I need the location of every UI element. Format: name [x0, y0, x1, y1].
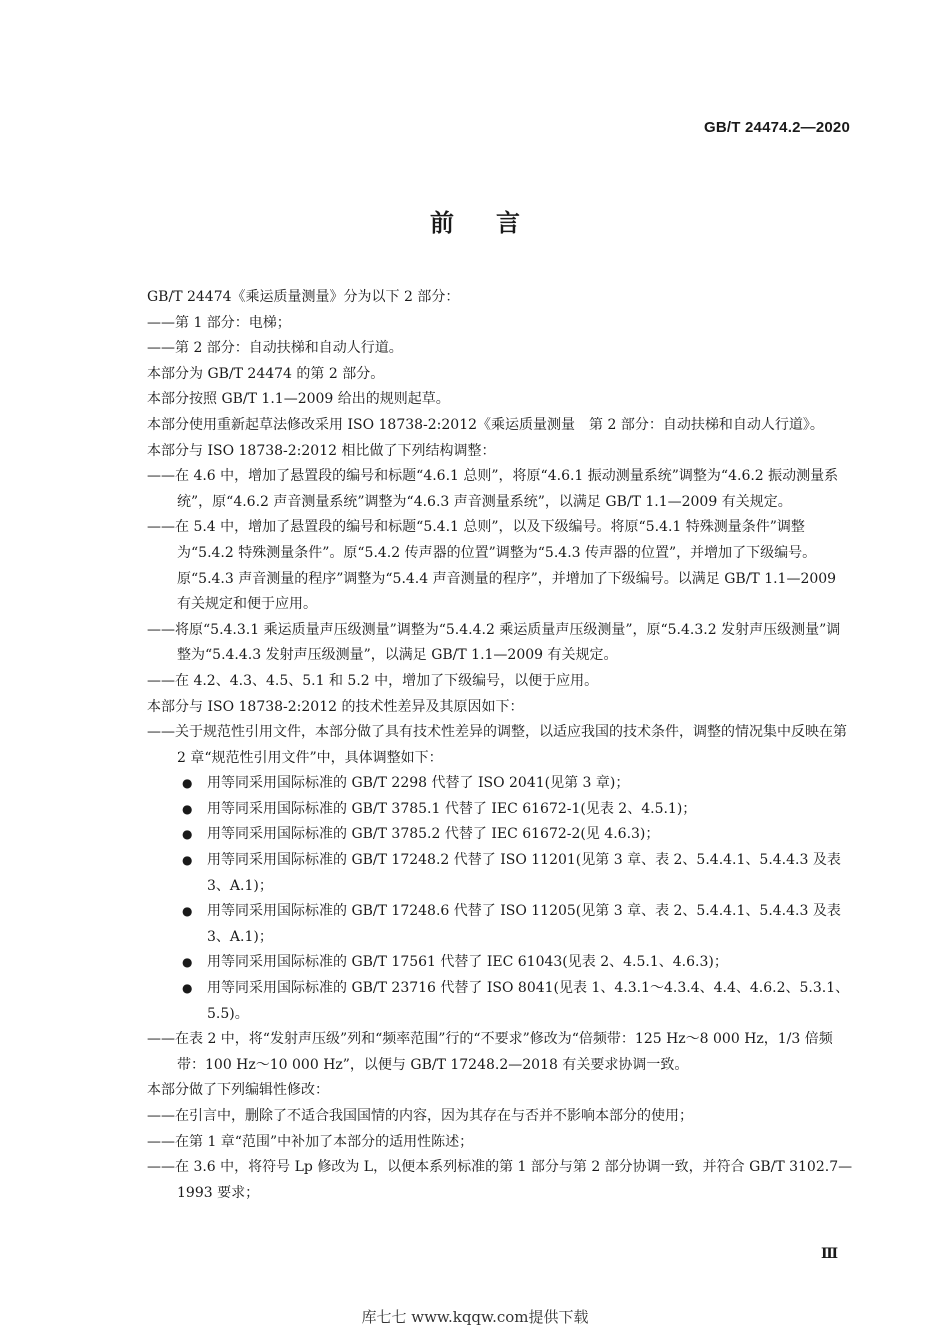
bullet-icon: ● — [182, 801, 193, 816]
dash-item: ——在引言中，删除了不适合我国国情的内容，因为其存在与否并不影响本部分的使用； — [147, 1108, 693, 1124]
bullet-item — [112, 950, 854, 976]
watermark-footer: 库七七 www.kqqw.com提供下载 — [361, 1308, 589, 1326]
bullet-text: 用等同采用国际标准的 GB/T 17248.2 代替了 ISO 11201(见第 3 章、表 2、5.4.4.1、5.4.4.3 及表 3、A.1)； — [207, 852, 841, 894]
bullet-item — [112, 797, 854, 823]
bullet-item — [112, 771, 854, 797]
bullet-icon: ● — [182, 904, 193, 919]
paragraph: 本部分为 GB/T 24474 的第 2 部分。 — [147, 365, 385, 382]
document-body — [112, 285, 854, 1206]
bullet-item — [112, 848, 854, 899]
bullet-text: 用等同采用国际标准的 GB/T 17248.6 代替了 ISO 11205(见第 3 章、表 2、5.4.4.1、5.4.4.3 及表 3、A.1)； — [207, 903, 841, 945]
dash-item: ——第 1 部分：电梯； — [147, 314, 291, 331]
document-code: GB/T 24474.2—2020 — [704, 119, 850, 136]
dash-item: ——在 4.2、4.3、4.5、5.1 和 5.2 中，增加了下级编号，以便于应用。 — [147, 672, 599, 689]
bullet-icon: ● — [182, 981, 193, 996]
bullet-text: 用等同采用国际标准的 GB/T 3785.1 代替了 IEC 61672-1(见表 2、4.5.1)； — [207, 800, 697, 817]
dash-item: ——第 2 部分：自动扶梯和自动人行道。 — [147, 340, 403, 357]
dash-item: ——在表 2 中，将“发射声压级”列和“频率范围”行的“不要求”修改为“倍频带：125 Hz～8 000 Hz，1/3 倍频带：100 Hz～10 000 Hz”，以便与 GB/T 17248.2—2018 有关要求协调一致。 — [147, 1031, 833, 1073]
paragraph: 本部分使用重新起草法修改采用 ISO 18738-2:2012《乘运质量测量 第 2 部分：自动扶梯和自动人行道》。 — [147, 416, 824, 433]
dash-item: ——关于规范性引用文件，本部分做了具有技术性差异的调整，以适应我国的技术条件，调整的情况集中反映在第 2 章“规范性引用文件”中，具体调整如下： — [147, 724, 847, 766]
dash-item: ——将原“5.4.3.1 乘运质量声压级测量”调整为“5.4.4.2 乘运质量声压级测量”，原“5.4.3.2 发射声压级测量”调整为“5.4.4.3 发射声压级测量”，以满足 GB/T 1.1—2009 有关规定。 — [147, 621, 841, 664]
paragraph: 本部分按照 GB/T 1.1—2009 给出的规则起草。 — [147, 391, 450, 408]
page-title: 前言 — [430, 209, 562, 237]
bullet-item — [112, 976, 854, 1027]
dash-item: ——在第 1 章“范围”中补加了本部分的适用性陈述； — [147, 1133, 474, 1150]
paragraph: 本部分与 ISO 18738-2:2012 的技术性差异及其原因如下： — [147, 698, 524, 715]
paragraph: 本部分与 ISO 18738-2:2012 相比做了下列结构调整： — [147, 442, 496, 459]
bullet-icon: ● — [182, 776, 193, 791]
dash-item: ——在 4.6 中，增加了悬置段的编号和标题“4.6.1 总则”，将原“4.6.1 振动测量系统”调整为“4.6.2 振动测量系统”，原“4.6.2 声音测量系统”调整为“4.6.3 声音测量系统”，以满足 GB/T 1.1—2009 有关规定。 — [147, 468, 839, 510]
paragraph: GB/T 24474《乘运质量测量》分为以下 2 部分： — [147, 289, 460, 305]
bullet-text: 用等同采用国际标准的 GB/T 2298 代替了 ISO 2041(见第 3 章)； — [207, 775, 630, 792]
bullet-text: 用等同采用国际标准的 GB/T 23716 代替了 ISO 8041(见表 1、4.3.1～4.3.4、4.4、4.6.2、5.3.1、5.5)。 — [207, 980, 850, 1022]
page-number: Ⅲ — [820, 1246, 838, 1262]
bullet-icon: ● — [182, 853, 193, 868]
paragraph: 本部分做了下列编辑性修改： — [147, 1082, 329, 1099]
dash-item: ——在 3.6 中，将符号 Lp 修改为 L，以便本系列标准的第 1 部分与第 2 部分协调一致，并符合 GB/T 3102.7—1993 要求； — [147, 1159, 853, 1201]
bullet-icon: ● — [182, 827, 193, 842]
bullet-text: 用等同采用国际标准的 GB/T 3785.2 代替了 IEC 61672-2(见 4.6.3)； — [207, 826, 660, 843]
bullet-item — [112, 822, 854, 848]
bullet-icon: ● — [182, 955, 193, 970]
bullet-item — [112, 899, 854, 950]
dash-item: ——在 5.4 中，增加了悬置段的编号和标题“5.4.1 总则”，以及下级编号。将原“5.4.1 特殊测量条件”调整为“5.4.2 特殊测量条件”。原“5.4.2 传声器的位置”调整为“5.4.3 传声器的位置”，并增加了下级编号。原“5.4.3 声音测量的程序”调整为“5.4.4 声音测量的程序”，并增加了下级编号。以满足 GB/T 1.1—2009 有关规定和便于应用。 — [147, 519, 837, 613]
bullet-text: 用等同采用国际标准的 GB/T 17561 代替了 IEC 61043(见表 2、4.5.1、4.6.3)； — [207, 954, 728, 971]
